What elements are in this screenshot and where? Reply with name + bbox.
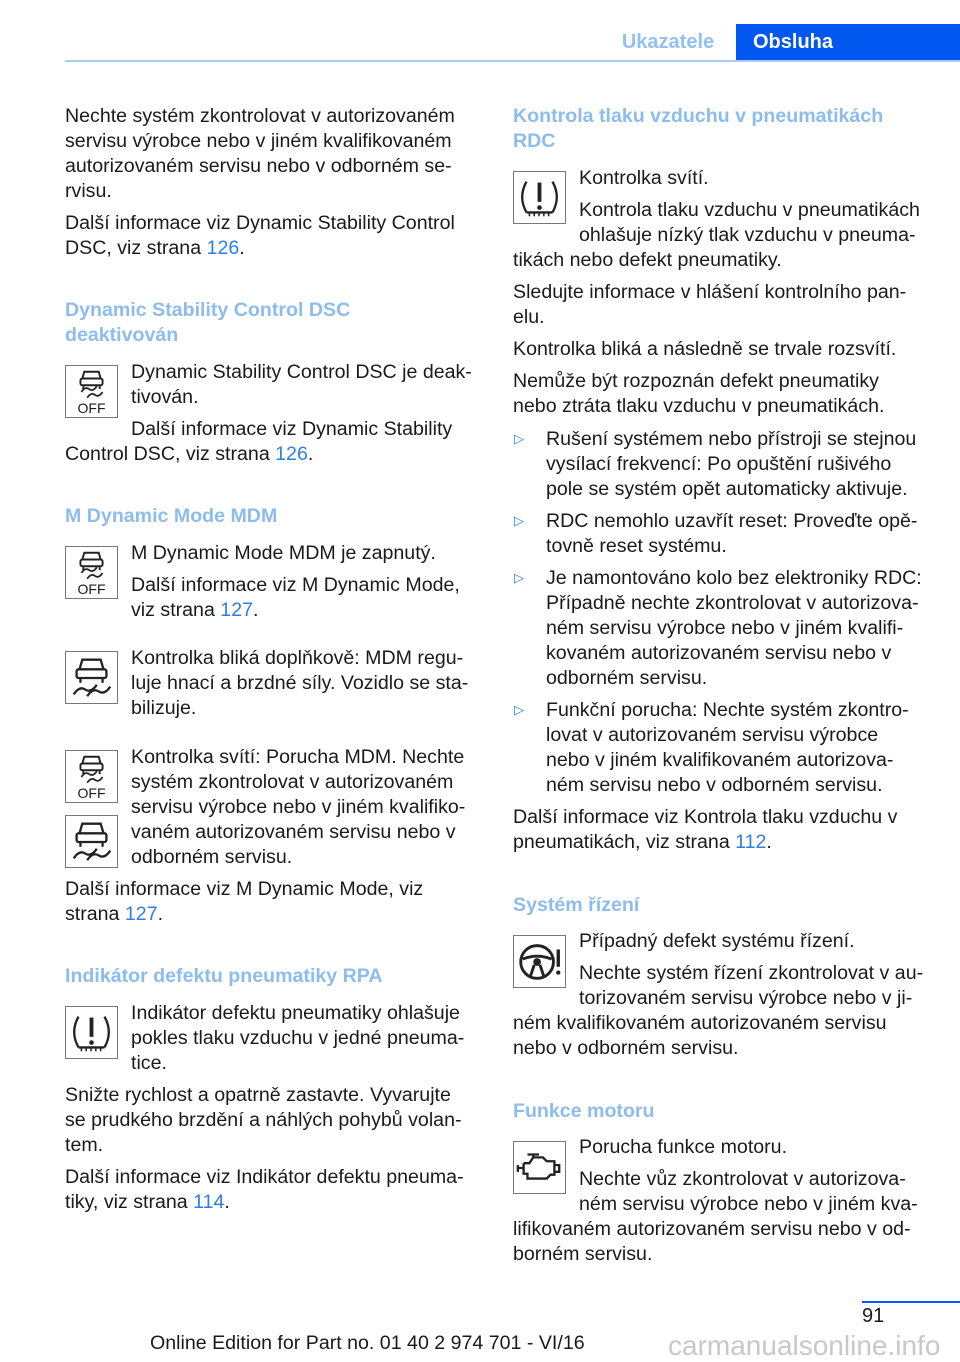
paragraph-line: se prudkého brzdění a náhlých pohybů volan-	[65, 1109, 462, 1131]
paragraph-line: rvisu.	[65, 180, 112, 202]
section-heading: Funkce motoru	[513, 1100, 655, 1122]
section-heading: RDC	[513, 130, 556, 152]
paragraph-line: Nechte systém zkontrolovat v autorizovaném	[65, 105, 455, 127]
reference-text: .	[157, 903, 164, 925]
bullet-item-text: Případně nechte zkontrolovat v autorizova-	[546, 592, 919, 614]
bullet-marker-icon: ▷	[514, 431, 524, 446]
off-label: OFF	[77, 400, 106, 416]
paragraph-line: lifikovaném autorizovaném servisu nebo v od-	[513, 1218, 911, 1240]
section-heading: Kontrola tlaku vzduchu v pneumatikách	[513, 105, 884, 127]
paragraph-line: tikách nebo defekt pneumatiky.	[513, 249, 782, 271]
paragraph-line: ohlašuje nízký tlak vzduchu v pneuma-	[579, 224, 916, 246]
bullet-marker-icon: ▷	[514, 570, 524, 585]
paragraph-line: Nechte systém řízení zkontrolovat v au-	[579, 962, 924, 984]
paragraph-line	[513, 830, 772, 855]
bullet-item-text: vysílací frekvencí: Po opuštění rušivého	[546, 453, 892, 475]
paragraph-line: Porucha funkce motoru.	[579, 1136, 788, 1158]
page-link[interactable]: 127	[220, 599, 253, 621]
section-heading: M Dynamic Mode MDM	[65, 505, 278, 527]
paragraph-line: pokles tlaku vzduchu v jedné pneuma-	[131, 1027, 465, 1049]
reference-text: pneumatikách, viz strana	[513, 831, 736, 853]
bullet-item-text: RDC nemohlo uzavřít reset: Proveďte opě-	[546, 510, 918, 532]
paragraph-line: Další informace viz Dynamic Stability Control	[65, 212, 455, 234]
reference-text: .	[307, 443, 314, 465]
dsc-car-skid-icon	[65, 815, 118, 868]
tire-pressure-warning-icon	[513, 171, 566, 224]
footer-edition: Online Edition for Part no. 01 40 2 974 701 - VI/16	[150, 1332, 585, 1354]
paragraph-line: luje hnací a brzdné síly. Vozidlo se sta-	[131, 672, 469, 694]
bullet-item-text: pole se systém opět automaticky aktivuje.	[546, 478, 908, 500]
paragraph-line: elu.	[513, 306, 545, 328]
paragraph-line: Další informace viz Kontrola tlaku vzduchu v	[513, 806, 898, 828]
bullet-item-text: ném servisu nebo v odborném servisu.	[546, 774, 883, 796]
bullet-item-text: ném servisu výrobce nebo v jiném kvalifi-	[546, 617, 904, 639]
page-link[interactable]: 112	[735, 831, 767, 853]
reference-text: .	[239, 237, 245, 259]
paragraph-line: Kontrolka bliká doplňkově: MDM regu-	[131, 647, 464, 669]
reference-text: tiky, viz strana	[65, 1191, 194, 1213]
paragraph-line: torizovaném servisu výrobce nebo v ji-	[579, 987, 913, 1009]
page-number: 91	[862, 1305, 885, 1327]
reference-text: .	[253, 599, 259, 621]
reference-text: DSC, viz strana	[65, 237, 207, 259]
paragraph-line: tem.	[65, 1134, 104, 1156]
dsc-off-icon	[65, 750, 118, 803]
bullet-item-text: odborném servisu.	[546, 667, 708, 689]
engine-warning-icon	[513, 1141, 566, 1194]
bullet-item-text: tovně reset systému.	[546, 535, 727, 557]
paragraph-line: Případný defekt systému řízení.	[579, 930, 855, 952]
reference-text: Control DSC, viz strana	[65, 443, 276, 465]
paragraph-line	[65, 1190, 230, 1215]
steering-warning-icon	[513, 935, 566, 988]
page-link[interactable]: 126	[206, 237, 240, 259]
paragraph-line: autorizovaném servisu nebo v odborném se-	[65, 155, 452, 177]
header-divider	[65, 60, 960, 62]
reference-text: strana	[65, 903, 125, 925]
paragraph-line: servisu výrobce nebo v jiném kvalifikovaném	[65, 130, 452, 152]
paragraph-line: nebo ztráta tlaku vzduchu v pneumatikách.	[513, 395, 885, 417]
bullet-item-text: Rušení systémem nebo přístroji se stejnou	[546, 428, 917, 450]
paragraph-line: nebo v odborném servisu.	[513, 1037, 739, 1059]
paragraph-line: Další informace viz M Dynamic Mode, viz	[65, 878, 424, 900]
paragraph-line: odborném servisu.	[131, 846, 293, 868]
section-heading: Indikátor defektu pneumatiky RPA	[65, 965, 383, 987]
tab-obsluha[interactable]: Obsluha	[736, 24, 960, 61]
paragraph-line	[65, 236, 245, 261]
section-heading: deaktivován	[65, 324, 179, 346]
paragraph-line: Další informace viz Dynamic Stability	[131, 418, 453, 440]
paragraph-line: Nemůže být rozpoznán defekt pneumatiky	[513, 370, 879, 392]
paragraph-line: Kontrolka svítí.	[579, 167, 709, 189]
paragraph-line: bilizuje.	[131, 697, 197, 719]
paragraph-line: Kontrolka svítí: Porucha MDM. Nechte	[131, 746, 465, 768]
bullet-item-text: Je namontováno kolo bez elektroniky RDC:	[546, 567, 922, 589]
paragraph-line: Kontrolka bliká a následně se trvale rozsvítí.	[513, 338, 897, 360]
off-label: OFF	[77, 581, 106, 597]
reference-text: .	[766, 831, 772, 853]
paragraph-line: vaném autorizovaném servisu nebo v	[131, 821, 456, 843]
paragraph-line	[131, 598, 258, 623]
paragraph-line: Další informace viz Indikátor defektu pneuma-	[65, 1166, 464, 1188]
page-link[interactable]: 127	[124, 903, 158, 925]
bullet-item-text: lovat v autorizovaném servisu výrobce	[546, 724, 879, 746]
paragraph-line: Dynamic Stability Control DSC je deak-	[131, 361, 472, 383]
watermark: carmanualsonline.info	[668, 1330, 941, 1361]
paragraph-line: ném kvalifikovaném autorizovaném servisu	[513, 1012, 887, 1034]
section-heading: Dynamic Stability Control DSC	[65, 299, 351, 321]
paragraph-line: ném servisu výrobce nebo v jiném kva-	[579, 1193, 918, 1215]
paragraph-line: borném servisu.	[513, 1243, 653, 1265]
section-heading: Systém řízení	[513, 894, 640, 916]
bullet-item-text: nebo v jiném kvalifikovaném autorizova-	[546, 749, 894, 771]
paragraph-line: M Dynamic Mode MDM je zapnutý.	[131, 542, 436, 564]
paragraph-line	[65, 442, 313, 467]
off-label: OFF	[77, 785, 106, 801]
bullet-item-text: kovaném autorizovaném servisu nebo v	[546, 642, 892, 664]
paragraph-line: systém zkontrolovat v autorizovaném	[131, 771, 454, 793]
reference-text: .	[224, 1191, 230, 1213]
page-link[interactable]: 126	[275, 443, 308, 465]
paragraph-line: Další informace viz M Dynamic Mode,	[131, 574, 460, 596]
bullet-marker-icon: ▷	[514, 513, 524, 528]
paragraph-line: tivován.	[131, 386, 199, 408]
page-number-rule	[862, 1301, 960, 1303]
dsc-off-icon	[65, 365, 118, 418]
paragraph-line: tice.	[131, 1052, 167, 1074]
bullet-marker-icon: ▷	[514, 702, 524, 717]
paragraph-line	[65, 902, 163, 927]
bullet-item-text: Funkční porucha: Nechte systém zkontro-	[546, 699, 909, 721]
tire-pressure-warning-icon	[65, 1006, 118, 1059]
reference-text: viz strana	[131, 599, 221, 621]
paragraph-line: Sledujte informace v hlášení kontrolního pan-	[513, 281, 907, 303]
paragraph-line: Indikátor defektu pneumatiky ohlašuje	[131, 1002, 460, 1024]
dsc-car-skid-icon	[65, 651, 118, 704]
mdm-off-icon	[65, 546, 118, 599]
tab-ukazatele[interactable]: Ukazatele	[621, 31, 715, 53]
paragraph-line: Kontrola tlaku vzduchu v pneumatikách	[579, 199, 920, 221]
page-link[interactable]: 114	[193, 1191, 225, 1213]
paragraph-line: Nechte vůz zkontrolovat v autorizova-	[579, 1168, 906, 1190]
paragraph-line: Snižte rychlost a opatrně zastavte. Vyvarujte	[65, 1084, 451, 1106]
paragraph-line: servisu výrobce nebo v jiném kvalifiko-	[131, 796, 466, 818]
